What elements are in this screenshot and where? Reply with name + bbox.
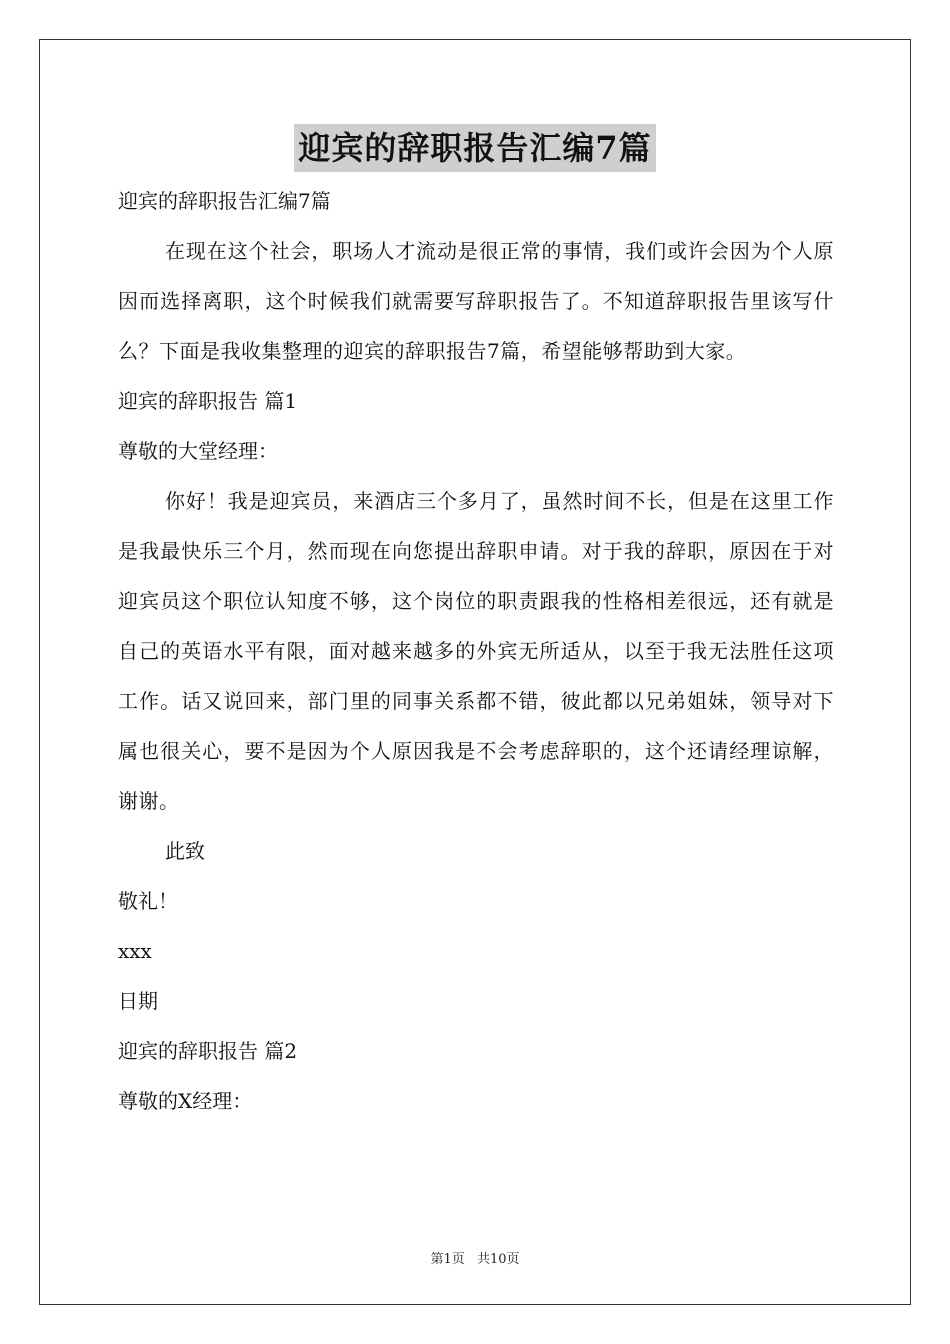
page-footer bbox=[0, 1248, 950, 1267]
section1-salutation: 尊敬的大堂经理： bbox=[118, 439, 278, 463]
section1-date: 日期 bbox=[118, 989, 158, 1013]
section1-closing-2: 敬礼！ bbox=[118, 889, 178, 913]
section2-salutation: 尊敬的X经理： bbox=[118, 1089, 253, 1113]
section2-heading: 迎宾的辞职报告 篇2 bbox=[118, 1039, 298, 1063]
document-title: 迎宾的辞职报告汇编7篇 bbox=[294, 124, 655, 172]
section1-closing-1: 此致 bbox=[165, 839, 205, 863]
document-body bbox=[118, 176, 834, 1126]
page-total: 共10页 bbox=[476, 1252, 520, 1267]
section1-body: 你好！我是迎宾员，来酒店三个多月了，虽然时间不长，但是在这里工作是我最快乐三个月，然而现在向您提出辞职申请。对于我的辞职，原因在于对迎宾员这个职位认知度不够，这个岗位的职责跟我的性格相差很远，还有就是自己的英语水平有限，面对越来越多的外宾无所适从，以至于我无法胜任这项工作。话又说回来，部门里的同事关系都不错，彼此都以兄弟姐妹，领导对下属也很关心，要不是因为个人原因我是不会考虑辞职的，这个还请经理谅解，谢谢。 bbox=[118, 489, 834, 813]
intro-paragraph: 在现在这个社会，职场人才流动是很正常的事情，我们或许会因为个人原因而选择离职，这个时候我们就需要写辞职报告了。不知道辞职报告里该写什么？下面是我收集整理的迎宾的辞职报告7篇，希望能够帮助到大家。 bbox=[118, 239, 834, 363]
section1-heading: 迎宾的辞职报告 篇1 bbox=[118, 389, 298, 413]
title-container bbox=[0, 124, 950, 172]
section1-signature: xxx bbox=[118, 939, 152, 963]
page-number: 第1页 bbox=[430, 1252, 465, 1267]
subtitle: 迎宾的辞职报告汇编7篇 bbox=[118, 189, 331, 213]
